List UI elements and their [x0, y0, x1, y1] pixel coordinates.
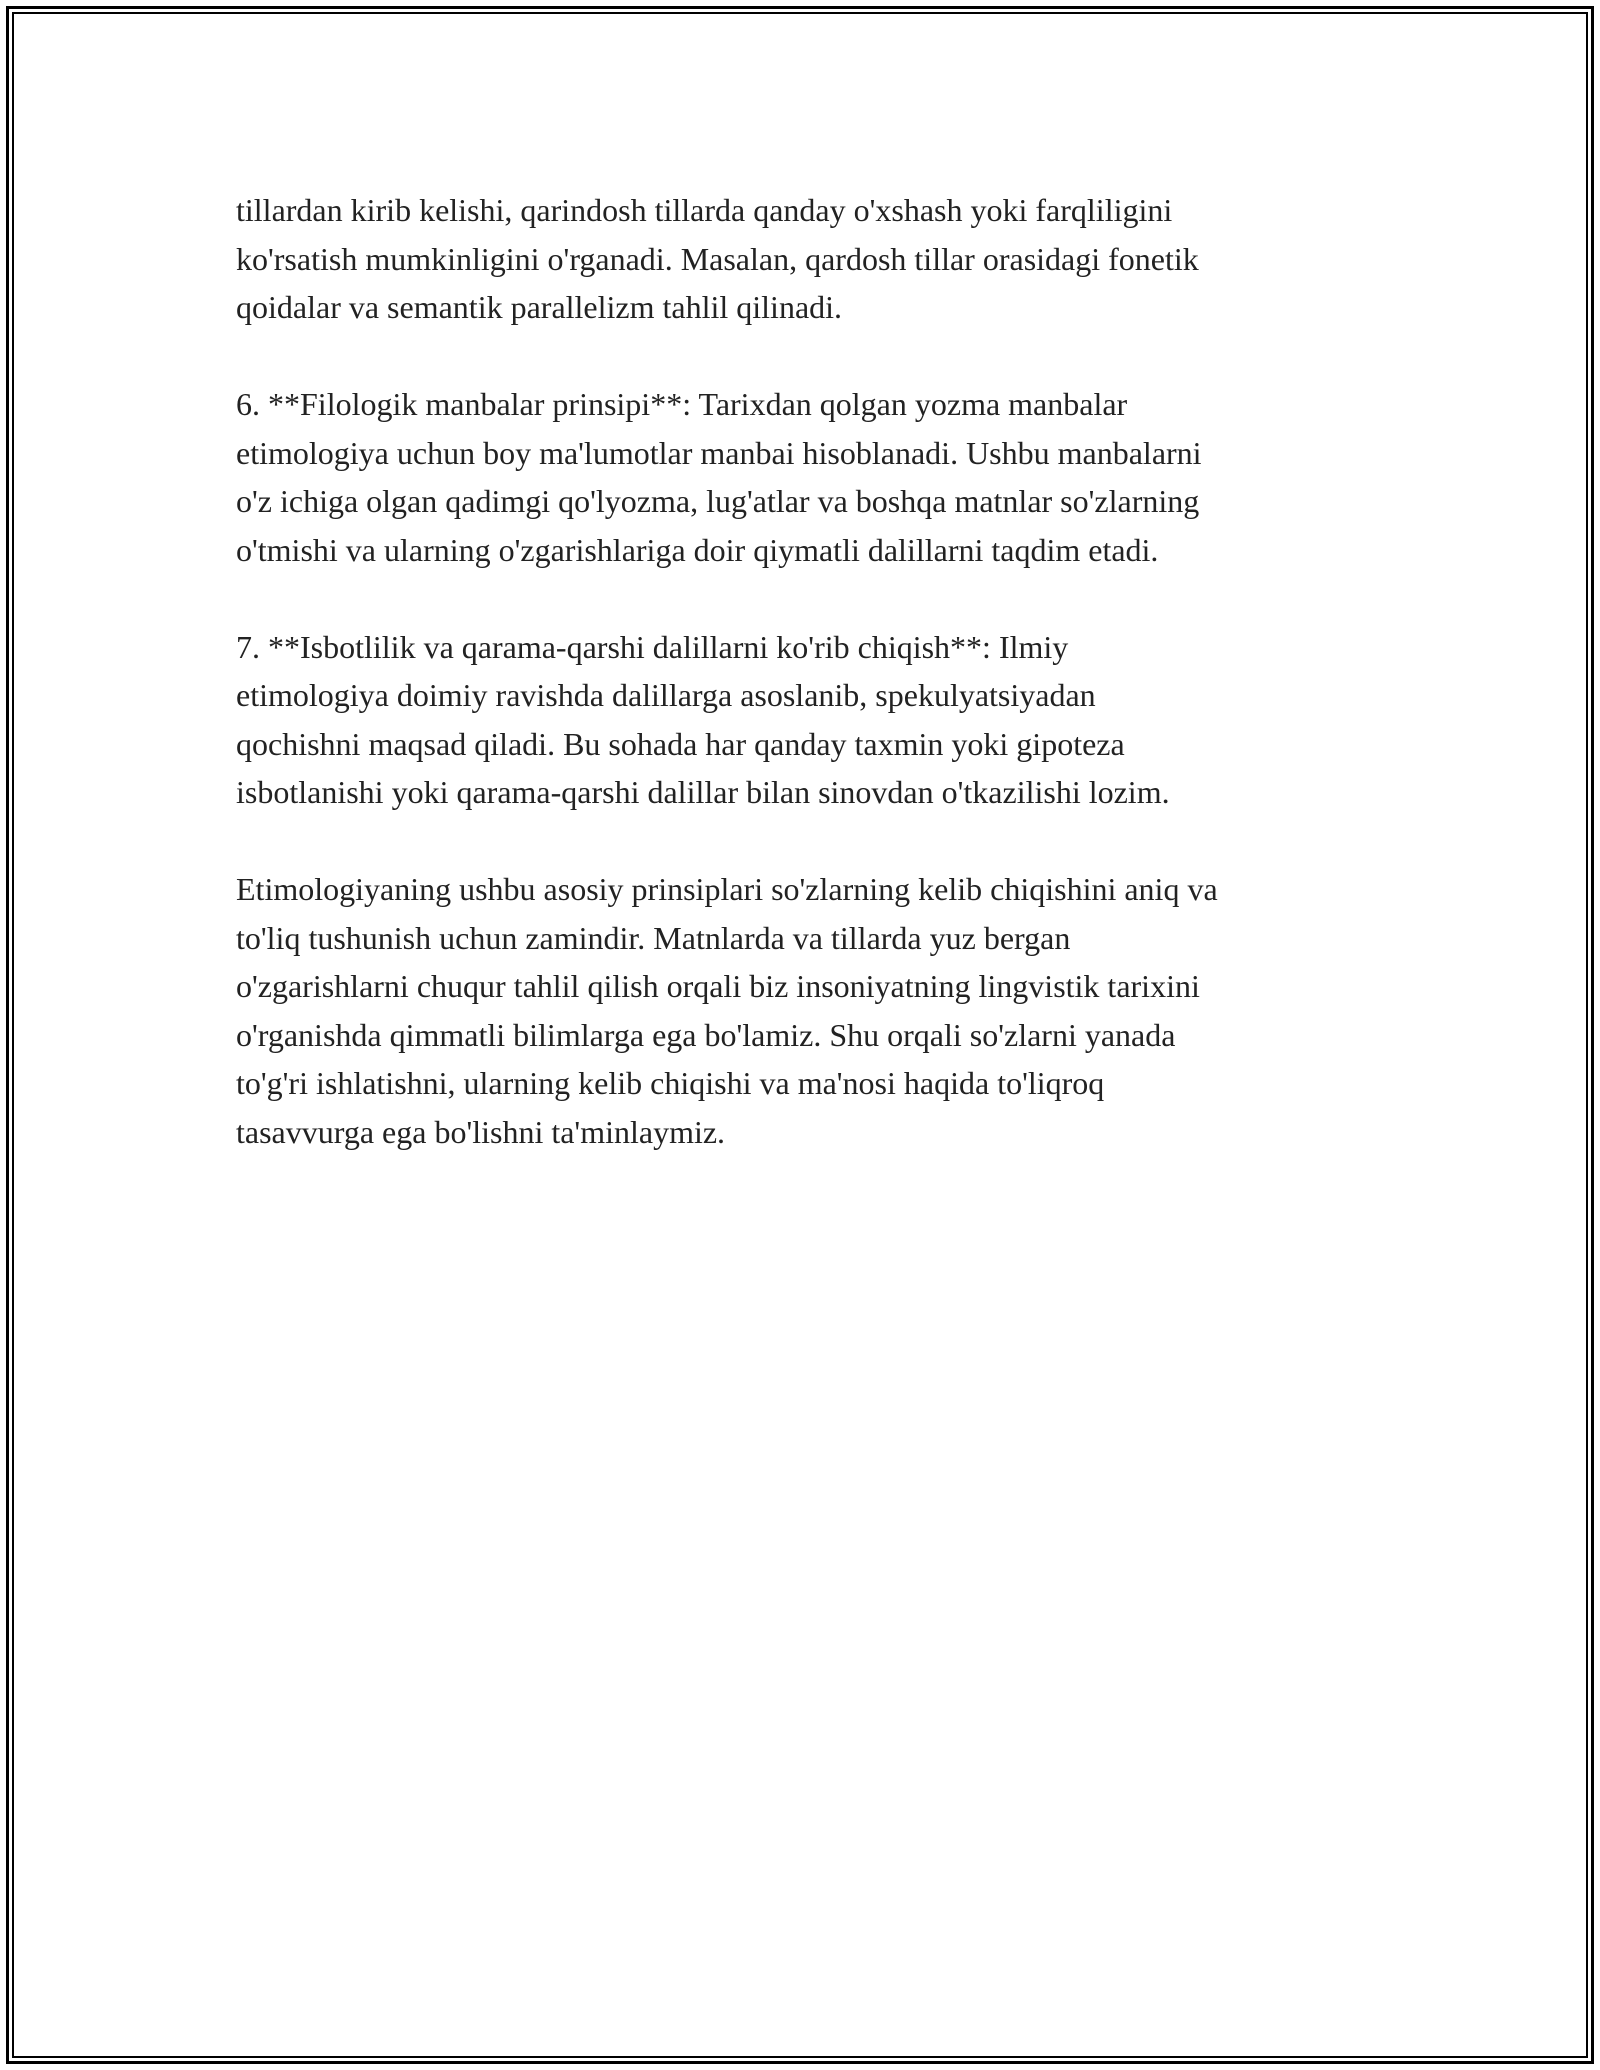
- paragraph-item-7: [236, 623, 1376, 817]
- text-line: to'liq tushunish uchun zamindir. Matnlarda va tillarda yuz bergan: [236, 919, 1071, 956]
- text-line: qochishni maqsad qiladi. Bu sohada har qanday taxmin yoki gipoteza: [236, 725, 1125, 762]
- text-line: 7. **Isbotlilik va qarama-qarshi dalillarni ko'rib chiqish**: Ilmiy: [236, 628, 1069, 665]
- text-line: etimologiya uchun boy ma'lumotlar manbai hisoblanadi. Ushbu manbalarni: [236, 434, 1202, 471]
- text-line: etimologiya doimiy ravishda dalillarga asoslanib, spekulyatsiyadan: [236, 677, 1096, 713]
- text-line: isbotlanishi yoki qarama-qarshi dalillar bilan sinovdan o'tkazilishi lozim.: [236, 774, 1170, 810]
- paragraph-continuation: [236, 186, 1376, 332]
- text-line: tillardan kirib kelishi, qarindosh tillarda qanday o'xshash yoki farqliligini: [236, 192, 1173, 228]
- text-line: qoidalar va semantik parallelizm tahlil qilinadi.: [236, 289, 843, 325]
- paragraph-item-6: [236, 380, 1376, 574]
- text-line: to'g'ri ishlatishni, ularning kelib chiqishi va ma'nosi haqida to'liqroq: [236, 1065, 1105, 1101]
- text-line: o'zgarishlarni chuqur tahlil qilish orqali biz insoniyatning lingvistik tarixini: [236, 968, 1200, 1004]
- text-line: ko'rsatish mumkinligini o'rganadi. Masalan, qardosh tillar orasidagi fonetik: [236, 240, 1199, 277]
- text-line: Etimologiyaning ushbu asosiy prinsiplari so'zlarning kelib chiqishini aniq va: [236, 871, 1218, 907]
- paragraph-conclusion: [236, 865, 1376, 1156]
- text-line: o'rganishda qimmatli bilimlarga ega bo'lamiz. Shu orqali so'zlarni yanada: [236, 1016, 1176, 1053]
- text-line: tasavvurga ega bo'lishni ta'minlaymiz.: [236, 1113, 726, 1150]
- text-line: o'tmishi va ularning o'zgarishlariga doir qiymatli dalillarni taqdim etadi.: [236, 531, 1159, 568]
- text-line: 6. **Filologik manbalar prinsipi**: Tarixdan qolgan yozma manbalar: [236, 386, 1128, 422]
- document-body: [236, 186, 1376, 1205]
- text-line: o'z ichiga olgan qadimgi qo'lyozma, lug'atlar va boshqa matnlar so'zlarning: [236, 483, 1200, 519]
